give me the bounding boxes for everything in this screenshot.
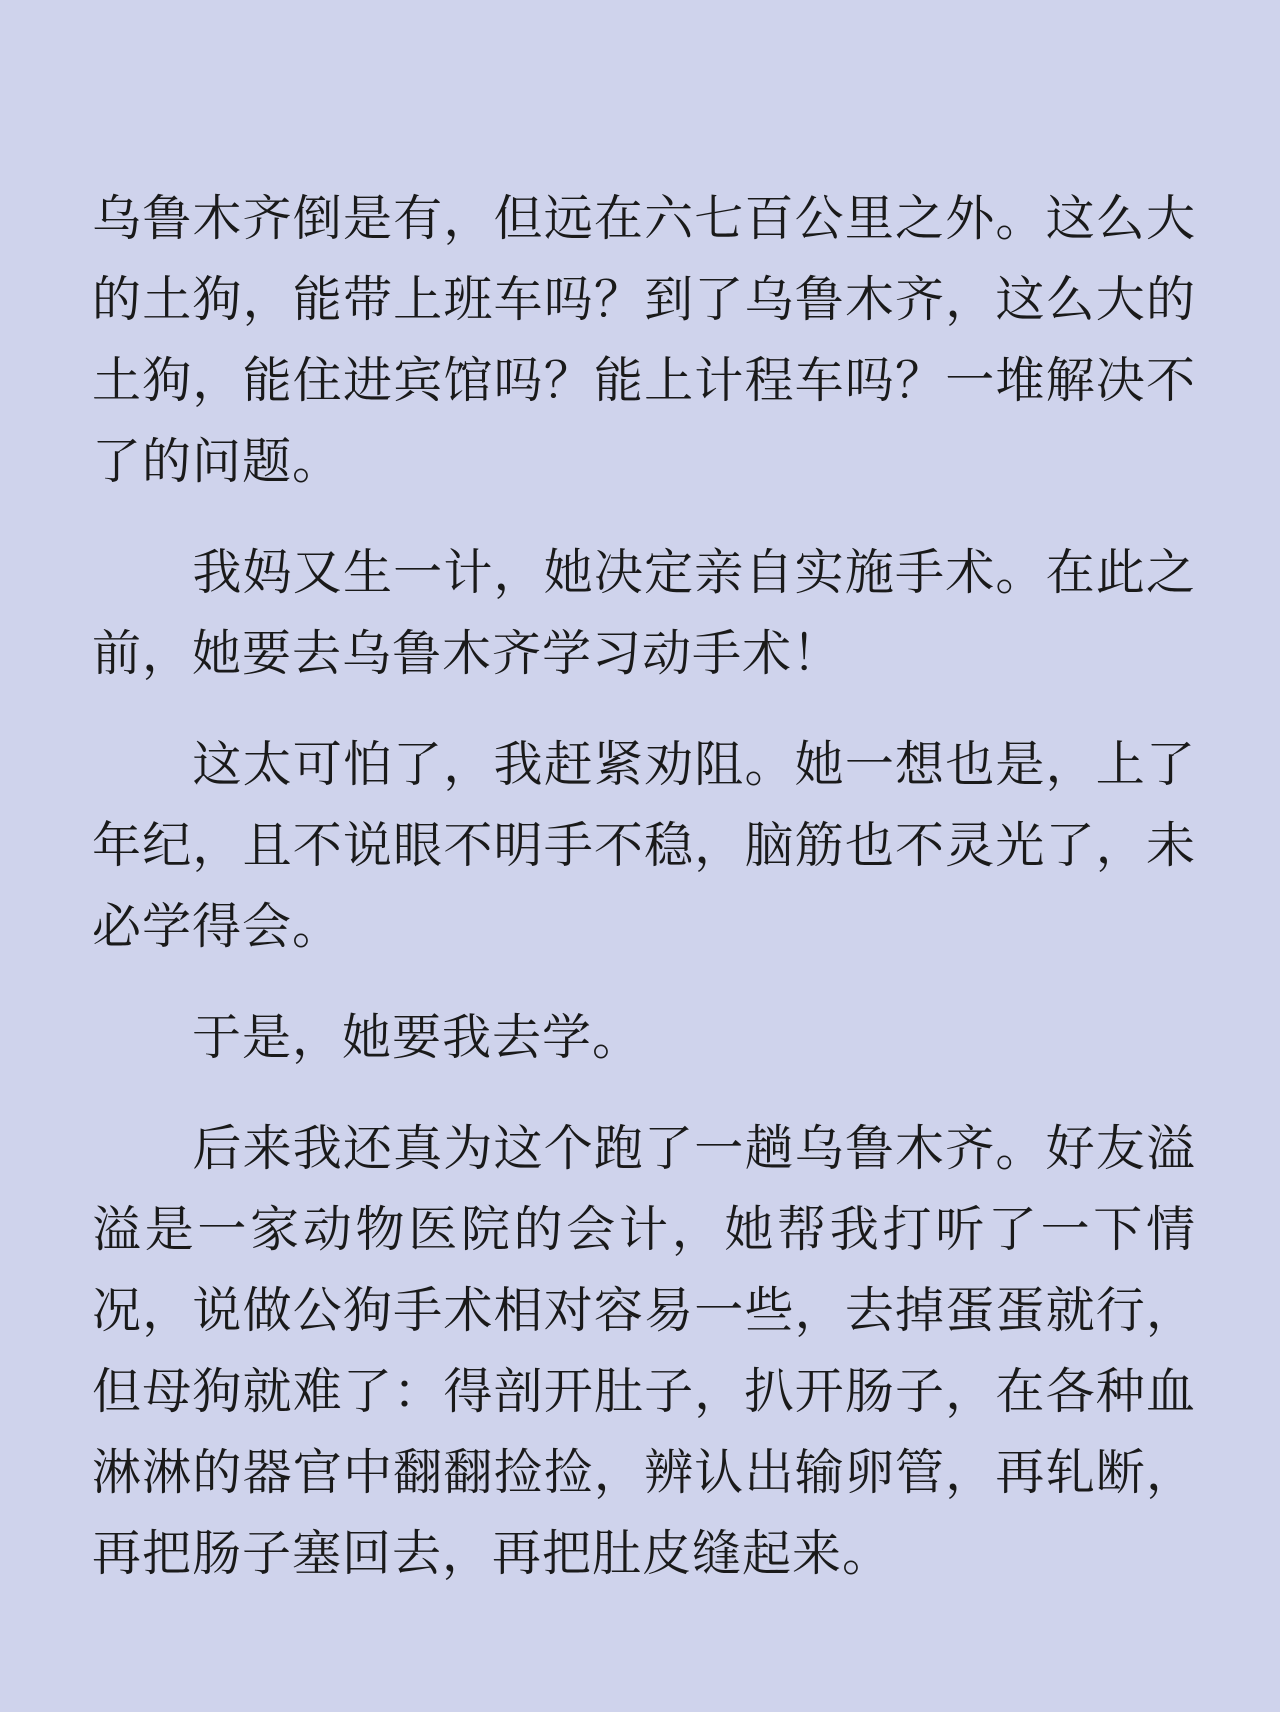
paragraph-1: 乌鲁木齐倒是有，但远在六七百公里之外。这么大的土狗，能带上班车吗？到了乌鲁木齐，这么大的土狗，能住进宾馆吗？能上计程车吗？一堆解决不了的问题。 xyxy=(92,190,1196,490)
paragraph-4: 于是，她要我去学。 xyxy=(92,1009,643,1066)
paragraph-5: 后来我还真为这个跑了一趟乌鲁木齐。好友溢溢是一家动物医院的会计，她帮我打听了一下情况，说做公狗手术相对容易一些，去掉蛋蛋就行，但母狗就难了：得剖开肚子，扒开肠子，在各种血淋淋的器官中翻翻捡捡，辨认出输卵管，再轧断，再把肠子塞回去，再把肚皮缝起来。 xyxy=(92,1120,1196,1582)
paragraph-3: 这太可怕了，我赶紧劝阻。她一想也是，上了年纪，且不说眼不明手不稳，脑筋也不灵光了，未必学得会。 xyxy=(92,736,1196,955)
paragraph-2: 我妈又生一计，她决定亲自实施手术。在此之前，她要去乌鲁木齐学习动手术！ xyxy=(92,544,1196,682)
